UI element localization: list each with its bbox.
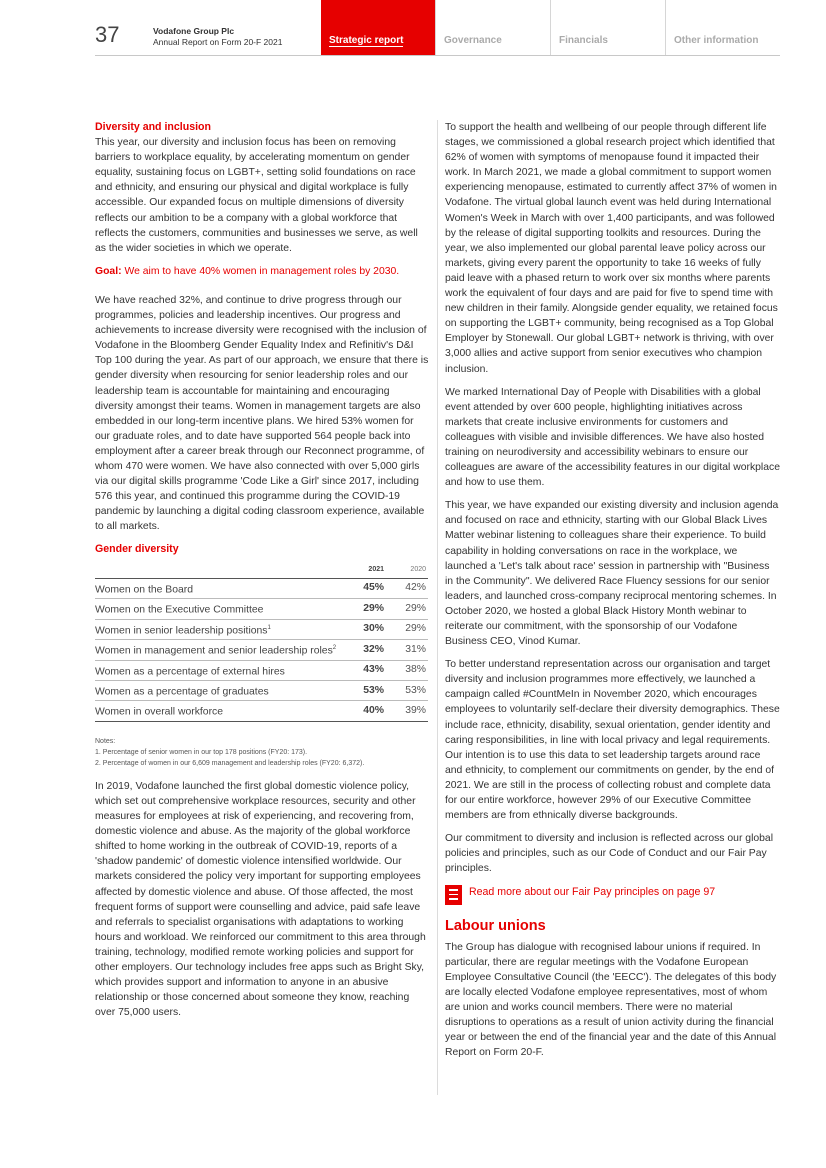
value-2021: 30%: [344, 619, 386, 639]
note-2: 2. Percentage of women in our 6,609 management and leadership roles (FY20: 6,372).: [95, 759, 365, 767]
value-2020: 39%: [386, 701, 428, 721]
tab-other-information[interactable]: Other information: [665, 0, 780, 55]
value-2021: 45%: [344, 578, 386, 598]
gender-diversity-table: [95, 560, 428, 722]
table-row: [95, 660, 428, 680]
value-2021: 53%: [344, 680, 386, 700]
disabilities-paragraph: We marked International Day of People with Disabilities with a global event attended by over 600 people, highlighting initiatives across markets that create inclusive environments for customers and colleagues with visible and invisible differences. We have also hosted training on neurodiversity and accessibility webinars to ensure our colleagues are aware of the accessibility features in our digital workplace and how to use them.: [445, 386, 780, 489]
notes-title: Notes:: [95, 737, 116, 745]
fair-pay-paragraph: Our commitment to diversity and inclusion is reflected across our global policies and principles, such as our Code of Conduct and our Fair Pay principles.: [445, 833, 774, 875]
report-identity: [153, 26, 282, 48]
countmein-paragraph: To better understand representation across our organisation and target diversity and inclusion programmes more effectively, we launched a campaign called #CountMeIn in November 2020, which encourages employees to voluntarily self-declare their diversity demographics. These include race, ethnicity, disability, sexual orientation, gender identity and caring responsibilities, in line with local privacy and legal requirements. Our intention is to use this data to set leadership targets around race and ethnicity, to complement our commitments on gender, by the end of 2021. We are still in the process of collecting robust and complete data for our entire workforce, however 29% of our Executive Committee members are from ethnically diverse backgrounds.: [445, 659, 780, 822]
table-row: [95, 640, 428, 660]
goal-statement: [95, 264, 430, 279]
diversity-paragraph-2: We have reached 32%, and continue to drive progress through our programmes, policies and leadership incentives. Our progress and achievements to increase diversity were recognised with the inclusion of Vodafone in the Bloomberg Gender Equality Index and Refinitiv's D&I Top 100 during the year. As part of our approach, we ensure that there is gender diversity when resourcing for senior leadership roles and our leadership team is accountable for maintaining and encouraging diversity amongst their teams. Women in management targets are also embedded in our long-term incentive plans. We hired 53% women for our graduate roles, and to date have supported 564 people back into employment after a career break through our Reconnect programme, of whom 470 were women. We have also connected with over 5,000 girls via our digital skills programme 'Code Like a Girl' since 2017, including 576 this year, and continued this programme during the COVID-19 pandemic by launching a digital coding classroom experience, available to all markets.: [95, 294, 429, 533]
right-column: [445, 120, 780, 1068]
row-label: Women on the Board: [95, 578, 344, 598]
page-number: 37: [95, 22, 120, 47]
table-row: [95, 599, 428, 619]
value-2020: 53%: [386, 680, 428, 700]
value-2020: 29%: [386, 619, 428, 639]
row-label: Women as a percentage of external hires: [95, 660, 344, 680]
report-name: Annual Report on Form 20-F 2021: [153, 37, 283, 47]
column-header-2021: 2021: [368, 565, 384, 573]
column-header-2020: 2020: [410, 565, 426, 573]
value-2021: 32%: [344, 640, 386, 660]
labour-unions-paragraph: The Group has dialogue with recognised labour unions if required. In particular, there are regular meetings with the Vodafone European Employee Consultative Council (the 'EECC'). The delegates of this body are locally elected Vodafone employee representatives, most of whom are union and works council members. There were no material disruptions to operations as a result of union activity during the financial year or between the end of the financial year and the date of this Annual Report on Form 20-F.: [445, 941, 777, 1059]
row-label: Women in management and senior leadership roles$^2$: [95, 640, 344, 660]
gender-diversity-heading: Gender diversity: [95, 543, 179, 556]
note-1: 1. Percentage of senior women in our top 178 positions (FY20: 173).: [95, 748, 308, 756]
value-2021: 29%: [344, 599, 386, 619]
value-2021: 43%: [344, 660, 386, 680]
page-header: [95, 0, 780, 56]
value-2020: 42%: [386, 578, 428, 598]
left-column: [95, 120, 430, 1028]
tab-strategic-report[interactable]: Strategic report: [321, 0, 436, 55]
labour-unions-heading: Labour unions: [445, 917, 546, 934]
goal-text: We aim to have 40% women in management roles by 2030.: [124, 265, 400, 277]
column-divider: [437, 120, 438, 1095]
diversity-paragraph-1: This year, our diversity and inclusion focus has been on removing barriers to workplace equality, by accelerating momentum on gender equality, sustaining focus on LGBT+, setting solid foundations on race and ethnicity, and ensuring our physical and digital workplace is fully accessible. Our expanded focus on multiple dimensions of diversity reflects our ambition to be a company with a global workforce that reflects the customers, communities and businesses we serve, as well as the wider societies in which we operate.: [95, 137, 418, 254]
table-notes: [95, 736, 430, 769]
fair-pay-link-text[interactable]: Read more about our Fair Pay principles on page 97: [469, 885, 716, 898]
table-row: [95, 680, 428, 700]
tab-governance[interactable]: Governance: [435, 0, 550, 55]
row-label: Women on the Executive Committee: [95, 599, 344, 619]
company-name: Vodafone Group Plc: [153, 26, 235, 36]
race-ethnicity-paragraph: This year, we have expanded our existing diversity and inclusion agenda and focused on race and ethnicity, starting with our Global Black Lives Matter webinar listening to colleagues share their experience. To build capability in holding conversations on race in the workplace, we launched a 'Let's talk about race' session in partnership with "Business in the Community". We delivered Race Fluency sessions for our senior leaders, and launched cross-company reciprocal mentoring schemes. In October 2020, we hosted a global Black History Month webinar to reiterate our commitment, with the sponsorship of our Vodafone Business CEO, Vinod Kumar.: [445, 500, 779, 648]
fair-pay-link[interactable]: [445, 885, 780, 905]
value-2021: 40%: [344, 701, 386, 721]
document-icon: [445, 885, 462, 905]
row-label: Women in senior leadership positions$^1$: [95, 619, 344, 639]
domestic-violence-paragraph: In 2019, Vodafone launched the first global domestic violence policy, which set out comprehensive workplace resources, security and other measures for employees at risk of experiencing, and recovering from, domestic violence and abuse. As the majority of the global workforce shifted to home working in the outbreak of COVID-19, reports of a 'shadow pandemic' of domestic violence intensified worldwide. Our markets considered the policy very important for supporting employees affected by domestic violence and abuse. Of those affected, the most frequent forms of support were counselling and advice, paid safe leave and referrals to specialist organisations with adaptations to working hours and workload. We reinforced our commitment to this area through training, technology, modified remote working policies and support for other employers. Our technology includes free apps such as Bright Sky, which provides support and information to anyone in an abusive relationship or those concerned about someone they know, reaching over 75,000 users.: [95, 780, 426, 1019]
tab-financials[interactable]: Financials: [550, 0, 665, 55]
table-row: [95, 578, 428, 598]
footnote-marker: 1: [267, 624, 271, 631]
row-label: Women as a percentage of graduates: [95, 680, 344, 700]
row-label: Women in overall workforce: [95, 701, 344, 721]
table-row: [95, 619, 428, 639]
value-2020: 31%: [386, 640, 428, 660]
value-2020: 29%: [386, 599, 428, 619]
diversity-heading: Diversity and inclusion: [95, 121, 211, 133]
value-2020: 38%: [386, 660, 428, 680]
table-row: [95, 701, 428, 721]
footnote-marker: 2: [332, 645, 337, 652]
wellbeing-paragraph: To support the health and wellbeing of our people through different life stages, we commissioned a global research project which identified that 62% of women with symptoms of menopause found it impacted their work. In March 2021, we made a global commitment to support women experiencing menopause, estimated to currently affect 37% of women in Vodafone. The virtual global launch event was held during International Women's Week in March with over 1,400 participants, and was followed by the release of digital supporting toolkits and resources. During the year, we also implemented our global parental leave policy across our markets, giving every parent the opportunity to take 16 weeks of fully paid leave with a phased return to work over six months where parents work the equivalent of four days and are paid for five to spend time with new children in their family. Alongside gender equality, we retained focus on supporting the LGBT+ community, being recognised as a Top Global Employer by Stonewall. Our global LGBT+ network is thriving, with over 3,000 allies and active support from senior executives who champion inclusion.: [445, 122, 778, 375]
goal-label: Goal:: [95, 265, 122, 277]
